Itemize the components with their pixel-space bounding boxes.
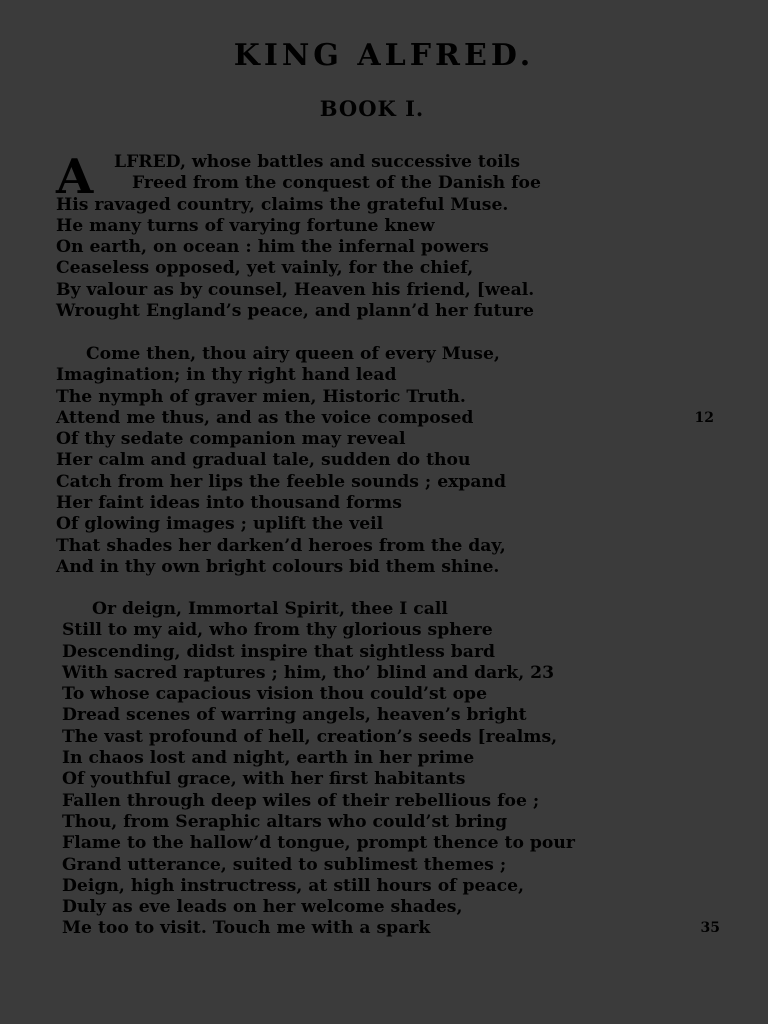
poem-line: Ceaseless opposed, yet vainly, for the chief,	[56, 258, 474, 279]
poem-line: Attend me thus, and as the voice composed 12	[56, 407, 714, 428]
poem-line: By valour as by counsel, Heaven his friend, [weal.	[56, 279, 535, 300]
poem-line: Her calm and gradual tale, sudden do thou	[56, 450, 471, 471]
poem-line: Freed from the conquest of the Danish foe	[132, 173, 541, 194]
line-number: 35	[700, 920, 720, 937]
drop-cap: A	[56, 149, 94, 205]
book-heading: BOOK I.	[319, 96, 425, 121]
page-title: KING ALFRED.	[233, 38, 535, 73]
poem-line: Me too to visit. Touch me with a spark 35	[62, 918, 720, 939]
poem-line: Deign, high instructress, at still hours of peace,	[62, 875, 525, 896]
poem-line: On earth, on ocean : him the infernal powers	[56, 237, 489, 258]
poem-line: The nymph of graver mien, Historic Truth.	[56, 386, 466, 407]
poem-line: In chaos lost and night, earth in her prime	[62, 748, 475, 769]
poem-line: Of thy sedate companion may reveal	[56, 429, 406, 450]
poem-line: Still to my aid, who from thy glorious sphere	[62, 620, 493, 641]
poem-line: The vast profound of hell, creation’s seeds [realms,	[62, 726, 558, 747]
stanza-2	[56, 344, 720, 578]
poem-line: Dread scenes of warring angels, heaven’s bright	[62, 705, 527, 726]
poem-line: Or deign, Immortal Spirit, thee I call	[92, 599, 448, 619]
stanza-3	[62, 599, 726, 940]
poem-line: Wrought England’s peace, and plann’d her future	[56, 301, 534, 322]
poem-line: That shades her darken’d heroes from the day,	[56, 535, 506, 556]
poem-line: He many turns of varying fortune knew	[56, 215, 435, 236]
poem-line: Descending, didst inspire that sightless bard	[62, 641, 496, 662]
poem-line: Come then, thou airy queen of every Muse,	[86, 344, 500, 364]
poem-line: LFRED, whose battles and successive toils	[114, 152, 521, 172]
poem-line: Grand utterance, suited to sublimest themes ;	[62, 854, 507, 875]
poem-line: His ravaged country, claims the grateful Muse.	[56, 194, 509, 215]
poem-line: Catch from her lips the feeble sounds ; expand	[56, 471, 507, 492]
poem-line: And in thy own bright colours bid them shine.	[56, 556, 500, 577]
poem-line: Imagination; in thy right hand lead	[56, 365, 397, 386]
stanza-1	[56, 149, 720, 322]
poem-line: Her faint ideas into thousand forms	[56, 493, 402, 514]
poem-line: Of glowing images ; uplift the veil	[56, 514, 384, 535]
poem-line: Duly as eve leads on her welcome shades,	[62, 897, 463, 918]
poem-line: To whose capacious vision thou could’st ope	[62, 684, 488, 705]
line-number: 12	[694, 409, 714, 426]
poem-line: Fallen through deep wiles of their rebellious foe ;	[62, 790, 540, 811]
poem-line: Flame to the hallow’d tongue, prompt thence to pour	[62, 833, 575, 854]
poem-line: Thou, from Seraphic altars who could’st bring	[62, 811, 508, 832]
poem-line: With sacred raptures ; him, tho’ blind and dark, 23	[62, 662, 555, 683]
poem-line: Of youthful grace, with her first habitants	[62, 769, 466, 790]
